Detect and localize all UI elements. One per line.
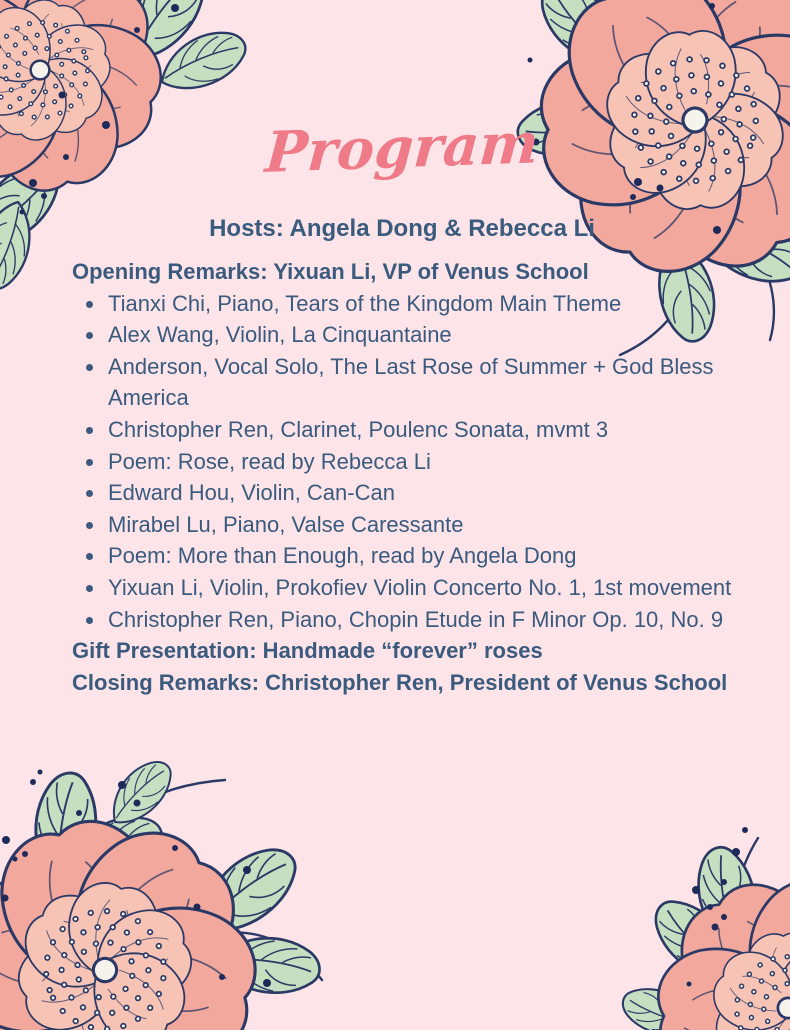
program-item-list: [72, 288, 732, 636]
gift-presentation-line: Gift Presentation: Handmade “forever” roses: [72, 638, 543, 664]
page-title: Program: [263, 110, 541, 186]
program-item: • Anderson, Vocal Solo, The Last Rose of Summer + God Bless America: [106, 351, 732, 414]
program-item: • Christopher Ren, Piano, Chopin Etude in F Minor Op. 10, No. 9: [106, 604, 732, 636]
opening-remarks-line: Opening Remarks: Yixuan Li, VP of Venus School: [72, 258, 589, 284]
closing-remarks-line: Closing Remarks: Christopher Ren, President of Venus School: [72, 669, 728, 695]
program-item: • Edward Hou, Violin, Can-Can: [106, 477, 732, 509]
program-content: [72, 112, 732, 698]
program-item: • Mirabel Lu, Piano, Valse Caressante: [106, 509, 732, 541]
program-item: • Tianxi Chi, Piano, Tears of the Kingdom Main Theme: [106, 288, 732, 320]
program-item: • Poem: Rose, read by Rebecca Li: [106, 446, 732, 478]
hosts-line: Hosts: Angela Dong & Rebecca Li: [209, 214, 595, 242]
floral-decoration-bottom-left: [0, 730, 330, 1030]
program-item: • Christopher Ren, Clarinet, Poulenc Sonata, mvmt 3: [106, 414, 732, 446]
program-item: • Yixuan Li, Violin, Prokofiev Violin Concerto No. 1, 1st movement: [106, 572, 732, 604]
program-item: • Alex Wang, Violin, La Cinquantaine: [106, 319, 732, 351]
program-item: • Poem: More than Enough, read by Angela Dong: [106, 540, 732, 572]
floral-decoration-bottom-right: [560, 810, 790, 1025]
